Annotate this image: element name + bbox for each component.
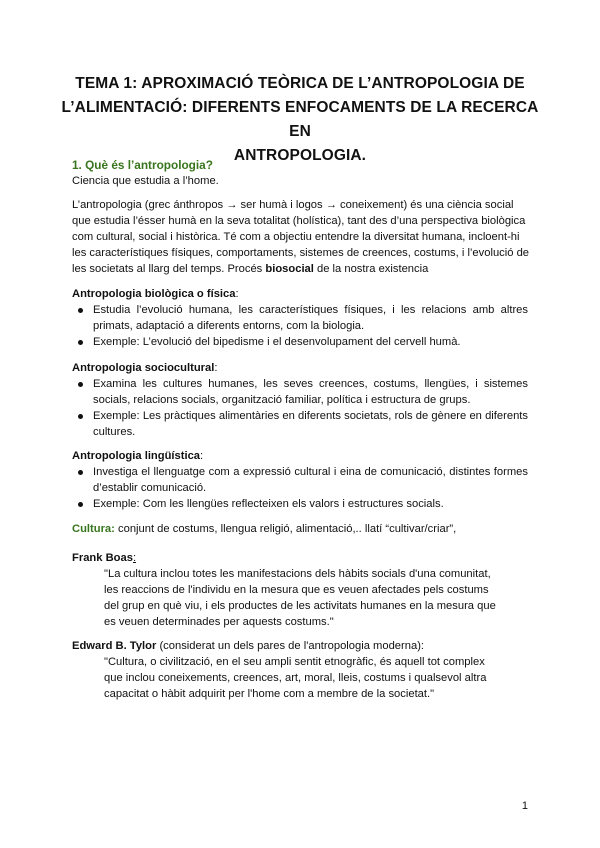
list-item: Examina les cultures humanes, les seves creences, costums, llengües, i sistemes socials, relacions socials, organització familiar, política i estructura de grups. (72, 376, 528, 408)
socio-section (72, 360, 528, 440)
socio-list (72, 376, 528, 440)
title-line-2: L’ALIMENTACIÓ: DIFERENTS ENFOCAMENTS DE LA RECERCA EN (61, 99, 539, 140)
paragraph-line: L’antropologia (grec ánthropos → ser humà i logos → coneixement) és una ciència social (72, 199, 514, 211)
biosocial-term: biosocial (265, 263, 314, 275)
paragraph-line: les societats al llarg del temps. Procés biosocial de la nostra existencia (72, 263, 429, 275)
document-title (60, 72, 540, 168)
boas-heading: Frank Boas: (72, 552, 137, 564)
ling-list (72, 464, 528, 512)
quote-line: "La cultura inclou totes les manifestacions dels hàbits socials d'una comunitat, (104, 568, 491, 580)
title-line-3: ANTROPOLOGIA. (233, 147, 367, 164)
quote-line: les reaccions de l'individu en la mesura que es veuen afectades pels costums (104, 584, 489, 596)
ling-section (72, 448, 528, 512)
cultura-label: Cultura: (72, 523, 115, 535)
list-item: Estudia l’evolució humana, les característiques físiques, i les relacions amb altres primats, adaptació a diferents entorns, com la biologia. (72, 302, 528, 334)
socio-heading: Antropologia sociocultural: (72, 362, 218, 374)
bio-section (72, 286, 528, 350)
ling-heading: Antropologia lingüística: (72, 450, 204, 462)
section-1-heading: 1. Què és l’antropologia? (72, 158, 213, 172)
intro-paragraph (72, 197, 528, 277)
paragraph-line: que estudia l’ésser humà en la seva totalitat (holística), tant des d’una perspectiva biològica (72, 215, 526, 227)
cultura-line (72, 521, 528, 537)
quote-line: capacitat o hàbit adquirit per l'home com a membre de la societat." (104, 688, 435, 700)
bio-heading: Antropologia biològica o física: (72, 288, 239, 300)
boas-name: Frank Boas (72, 552, 133, 564)
list-item: Exemple: Com les llengües reflecteixen els valors i estructures socials. (72, 496, 528, 512)
list-item: Exemple: Les pràctiques alimentàries en diferents societats, rols de gènere en diferents cultures. (72, 408, 528, 440)
cultura-text: conjunt de costums, llengua religió, alimentació,.. llatí “cultivar/criar”, (114, 523, 457, 535)
page-number: 1 (521, 800, 528, 812)
tylor-quote (104, 654, 487, 702)
tylor-name: Edward B. Tylor (72, 640, 157, 652)
quote-line: "Cultura, o civilització, en el seu ampli sentit etnogràfic, és aquell tot complex (104, 656, 485, 668)
tylor-heading: Edward B. Tylor (considerat un dels pares de l'antropologia moderna): (72, 640, 425, 652)
quote-line: que inclou coneixements, creences, art, moral, lleis, costums i qualsevol altra (104, 672, 487, 684)
title-line-1: TEMA 1: APROXIMACIÓ TEÒRICA DE L’ANTROPOLOGIA DE (75, 75, 525, 92)
boas-quote (104, 566, 496, 630)
quote-line: es veuen determinades per aquests costums." (104, 616, 334, 628)
paragraph-line: com cultural, social i històrica. Té com a objectiu entendre la diversitat humana, incloent-hi (72, 231, 520, 243)
quote-line: del grup en què viu, i els productes de les activitats humanes en la mesura que (104, 600, 496, 612)
definition-text: Ciencia que estudia a l’home. (72, 175, 219, 187)
list-item: Investiga el llenguatge com a expressió cultural i eina de comunicació, distintes formes d’establir comunicació. (72, 464, 528, 496)
bio-list (72, 302, 528, 350)
list-item: Exemple: L’evolució del bipedisme i el desenvolupament del cervell humà. (72, 334, 528, 350)
paragraph-line: les característiques físiques, comportaments, sistemes de creences, costums, i l’evolució de (72, 247, 530, 259)
section-1 (72, 157, 528, 189)
